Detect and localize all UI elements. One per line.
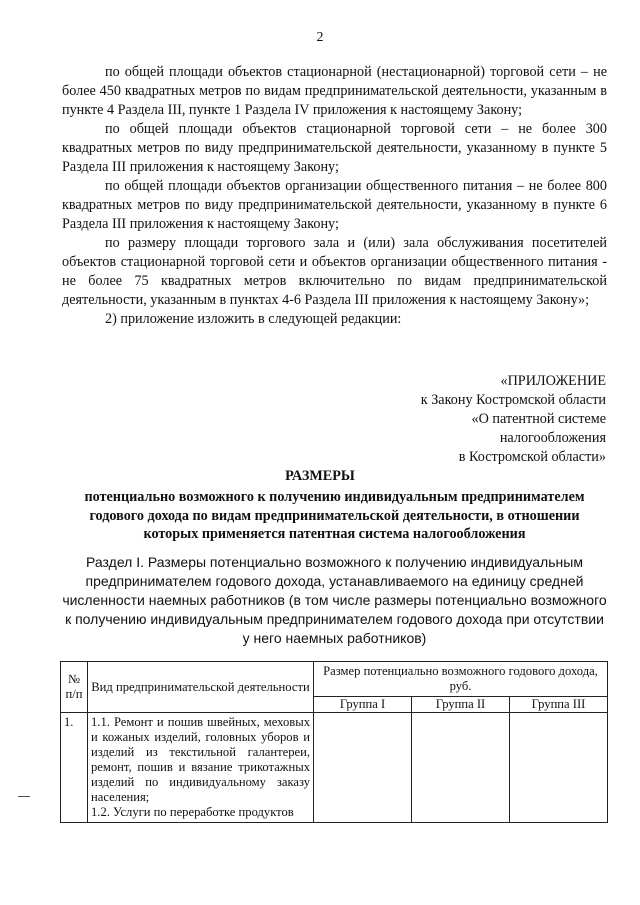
paragraph-trade-network-300: по общей площади объектов стационарной торговой сети – не более 300 квадратных метров по виду предпринимательской деятельности, указанному в пункте 5 Раздела III приложения к настоящему Закону; xyxy=(62,121,607,175)
row-group-2-value xyxy=(412,713,510,823)
row-activity xyxy=(88,713,314,823)
row-group-3-value xyxy=(510,713,608,823)
appendix-header xyxy=(390,372,606,467)
activity-item: 1.2. Услуги по переработке продуктов xyxy=(91,805,294,819)
row-number: 1. xyxy=(61,713,88,823)
activity-item: 1.1. Ремонт и пошив швейных, меховых и кожаных изделий, головных уборов и изделий из текстильной галантереи, ремонт, пошив и вязание трикотажных изделий по индивидуальному заказу населения; xyxy=(91,715,310,804)
amendment-text xyxy=(62,63,607,329)
appendix-line: к Закону Костромской области xyxy=(420,392,606,408)
column-header-group-3: Группа III xyxy=(510,697,608,713)
table-row xyxy=(61,713,608,823)
section-heading: Раздел I. Размеры потенциально возможного к получению индивидуальным предпринимателем годового дохода, устанавливаемого на единицу средней численности наемных работников (в том числе размеры потенциально возможного к получению индивидуальным предпринимателем годового дохода при отсутствии у него наемных работников) xyxy=(62,554,607,646)
page-number: 2 xyxy=(316,30,324,45)
paragraph-catering-800: по общей площади объектов организации общественного питания – не более 800 квадратных метров по виду предпринимательской деятельности, указанному в пункте 6 Раздела III приложения к настоящему Закону; xyxy=(62,178,607,232)
paragraph-appendix-intro: 2) приложение изложить в следующей редакции: xyxy=(105,311,402,327)
column-header-number: № п/п xyxy=(61,662,88,713)
appendix-line: в Костромской области» xyxy=(458,449,606,465)
table-header-row xyxy=(61,662,608,697)
margin-mark xyxy=(18,796,30,797)
column-header-group-1: Группа I xyxy=(314,697,412,713)
column-header-group-2: Группа II xyxy=(412,697,510,713)
column-header-income-size: Размер потенциально возможного годового дохода, руб. xyxy=(314,662,608,697)
income-rates-table xyxy=(60,661,608,823)
column-header-activity: Вид предпринимательской деятельности xyxy=(88,662,314,713)
appendix-line: налогообложения xyxy=(499,430,606,446)
appendix-line: «ПРИЛОЖЕНИЕ xyxy=(500,373,606,389)
document-title: РАЗМЕРЫ xyxy=(285,468,355,484)
paragraph-hall-area-75: по размеру площади торгового зала и (или) зала обслуживания посетителей объектов стационарной торговой сети и объектов организации общественного питания - не более 75 квадратных метров включительно по видам предпринимательской деятельности, указанным в пунктах 4-6 Раздела III приложения к настоящему Закону»; xyxy=(62,235,607,308)
row-group-1-value xyxy=(314,713,412,823)
paragraph-trade-network-450: по общей площади объектов стационарной (нестационарной) торговой сети – не более 450 квадратных метров по видам предпринимательской деятельности, указанным в пункте 4 Раздела III, пункте 1 Раздела IV приложения к настоящему Закону; xyxy=(62,64,607,118)
appendix-line: «О патентной системе xyxy=(471,411,606,427)
document-subtitle: потенциально возможного к получению индивидуальным предпринимателем годового дохода по видам предпринимательской деятельности, в отношении которых применяется патентная система налогообложения xyxy=(84,489,585,542)
